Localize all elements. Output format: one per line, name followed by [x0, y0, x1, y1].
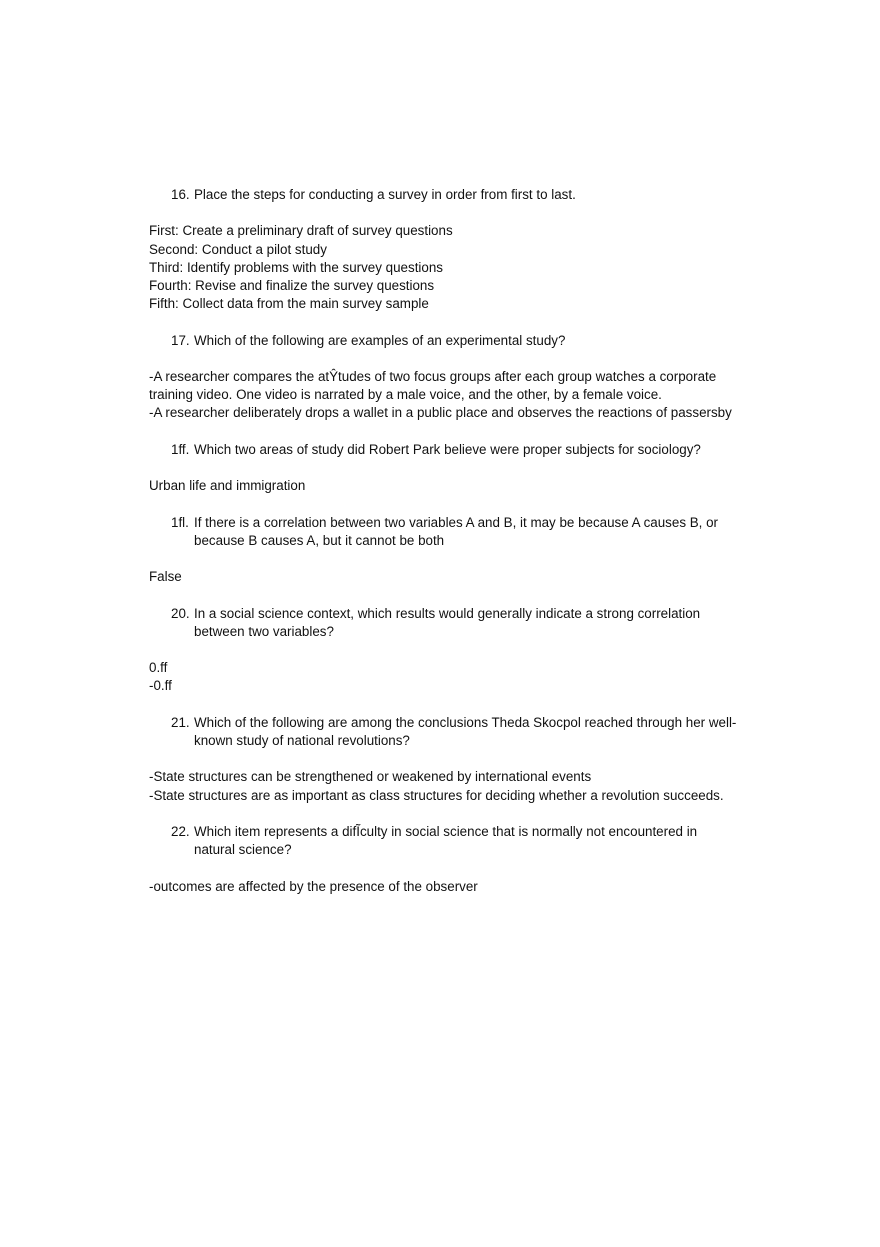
- question-number: 20.: [171, 605, 190, 621]
- answer-22: [149, 878, 739, 896]
- answer-19: [149, 568, 739, 586]
- answer-line: First: Create a preliminary draft of survey questions: [149, 223, 453, 239]
- answer-17: [149, 368, 739, 423]
- answer-line: Third: Identify problems with the survey questions: [149, 259, 443, 275]
- answer-line: -A researcher deliberately drops a wallet in a public place and observes the reactions of passersby: [149, 405, 732, 421]
- answer-line: -State structures are as important as class structures for deciding whether a revolution succeeds.: [149, 787, 724, 803]
- question-18: [149, 441, 739, 459]
- answer-line: -0.ff: [149, 678, 172, 694]
- question-text: If there is a correlation between two variables A and B, it may be because A causes B, or because B causes A, but it cannot be both: [194, 514, 719, 548]
- answer-line: Second: Conduct a pilot study: [149, 241, 327, 257]
- question-number: 22.: [171, 823, 190, 839]
- question-number: 21.: [171, 714, 190, 730]
- answer-line: Fifth: Collect data from the main survey sample: [149, 296, 429, 312]
- question-number: 1ff.: [171, 441, 190, 457]
- question-text: Which of the following are examples of an experimental study?: [194, 332, 566, 348]
- question-16: [149, 186, 739, 204]
- question-17: [149, 332, 739, 350]
- answer-16: [149, 222, 739, 313]
- answer-18: [149, 477, 739, 495]
- answer-line: False: [149, 569, 182, 585]
- question-number: 17.: [171, 332, 190, 348]
- question-22: [149, 823, 739, 859]
- answer-line: Fourth: Revise and finalize the survey questions: [149, 278, 435, 293]
- question-text: Which of the following are among the conclusions Theda Skocpol reached through her well-known study of national revolutions?: [194, 714, 737, 748]
- answer-line: -A researcher compares the atŶtudes of two focus groups after each group watches a corporate training video. One video is narrated by a male voice, and the other, by a female voice.: [149, 368, 717, 403]
- answer-line: 0.ff: [149, 660, 168, 676]
- document-body: [149, 186, 739, 914]
- question-text: Place the steps for conducting a survey in order from first to last.: [194, 187, 576, 202]
- question-number: 16.: [171, 187, 190, 202]
- question-number: 1fl.: [171, 514, 189, 530]
- answer-21: [149, 768, 739, 804]
- question-text: Which two areas of study did Robert Park believe were proper subjects for sociology?: [194, 441, 701, 457]
- question-21: [149, 714, 739, 750]
- question-text: Which item represents a difĨculty in social science that is normally not encountered in natural science?: [194, 823, 698, 858]
- question-text: In a social science context, which results would generally indicate a strong correlation between two variables?: [194, 605, 701, 639]
- answer-line: -outcomes are affected by the presence of the observer: [149, 878, 478, 894]
- question-19: [149, 514, 739, 550]
- question-20: [149, 605, 739, 641]
- answer-20: [149, 659, 739, 695]
- answer-line: Urban life and immigration: [149, 478, 306, 494]
- answer-line: -State structures can be strengthened or weakened by international events: [149, 769, 592, 785]
